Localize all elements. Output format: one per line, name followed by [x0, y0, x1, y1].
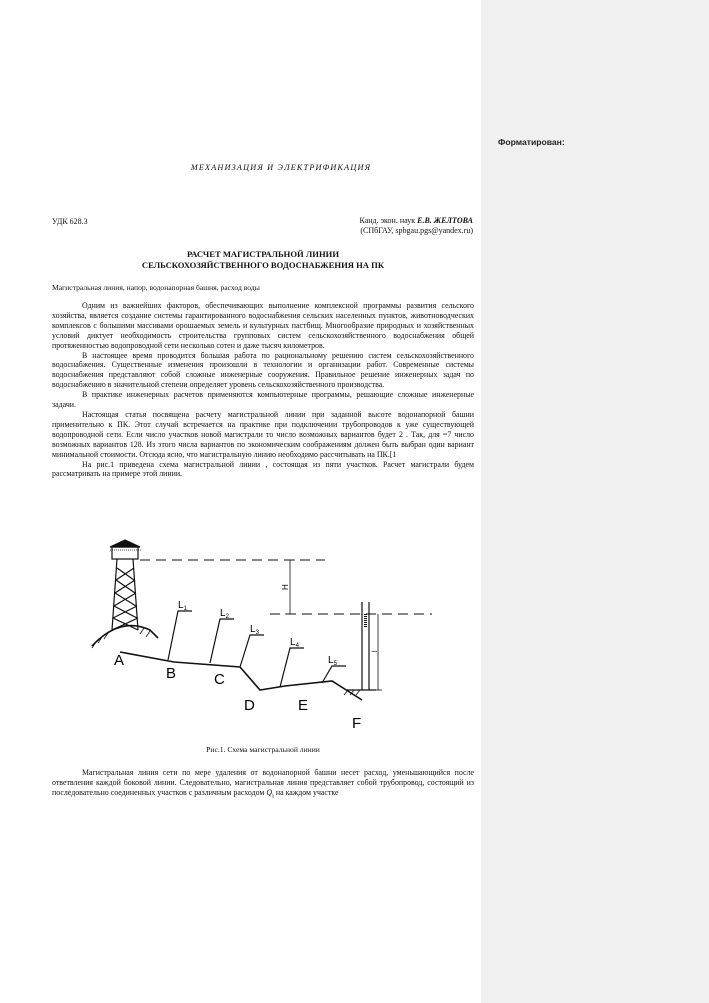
branch-l1: $L_1$	[178, 600, 187, 612]
article-body-continued	[52, 768, 474, 801]
paragraph: Настоящая статья посвящена расчету магистральной линии при заданной высоте водонапорной башни применительно к ПК. Этот случай встречается на практике при подключении трубопроводов к уже существующей водопроводной сети. Если число участков новой магистрали то число возможных вариантов будет 2 . Так, для =7 число возможных вариантов 128. Из этого числа вариантов по экономическим соображениям должен быть выбран один вариант минимальной стоимости. Отсюда ясно, что магистральную линию необходимо рассчитывать на ПК.[1	[52, 409, 474, 459]
point-e: E	[298, 697, 309, 714]
water-tower	[110, 540, 140, 630]
author-name: Е.В. ЖЕЛТОВА	[417, 216, 473, 225]
figure-caption: Рис.1. Схема магистральной линии	[206, 745, 320, 754]
paragraph: В практике инженерных расчетов применяются компьютерные программы, решающие сложные инженерные задачи.	[52, 390, 474, 410]
article-body	[52, 301, 474, 479]
branch-l5: $L_5$	[328, 655, 337, 667]
comment-sidebar	[481, 0, 709, 1003]
running-head: МЕХАНИЗАЦИЯ И ЭЛЕКТРИФИКАЦИЯ	[190, 163, 372, 172]
udk-code: УДК 628.3	[52, 217, 88, 226]
paragraph: Магистральная линия сети по мере удаления от водонапорной башни несет расход, уменьшающийся после ответвления каждой боковой линии. Следовательно, магистральная линия представляет собой трубопровод, состоящий из последовательно соединенных участков с различным расходом $Q_i$ на каждом участке	[52, 768, 474, 800]
author-prefix: Канд. экон. наук	[359, 216, 418, 225]
point-d: D	[244, 697, 255, 714]
title-line-2: СЕЛЬСКОХОЗЯЙСТВЕННОГО ВОДОСНАБЖЕНИЯ НА ПК	[141, 260, 385, 270]
point-c: C	[214, 671, 225, 688]
l-dimension-label: l	[372, 650, 379, 652]
height-label: H	[281, 584, 290, 590]
paragraph: Одним из важнейших факторов, обеспечивающих выполнение комплексной программы развития сельского хозяйства, является создание системы гарантированного водоснабжения сельских населенных пунктов, животноводческих комплексов с большими массивами орошаемых земель и культурных пастбищ. Многообразие природных и хозяйственных условий диктует необходимость строительства групповых систем сельскохозяйственного водоснабжения общей протяженностью водопроводной сети несколько сотен и даже тысяч километров.	[52, 301, 474, 350]
keywords: Магистральная линия, напор, водонапорная башня, расход воды	[52, 283, 260, 292]
q-subscript: i	[272, 792, 274, 800]
q-symbol: Q	[266, 787, 273, 797]
article-title	[52, 249, 474, 271]
branch-l4: $L_4$	[290, 637, 299, 649]
author-block	[359, 216, 473, 236]
ground-hill	[92, 626, 158, 646]
point-f: F	[352, 715, 362, 732]
point-b: B	[166, 665, 177, 682]
branch-l2: $L_2$	[220, 608, 229, 620]
branch-lines	[168, 611, 346, 687]
pipeline-diagram	[80, 538, 450, 738]
paragraph: На рис.1 приведена схема магистральной линии , состоящая из пяти участков. Расчет магистрали будем рассматривать на примере этой линии.	[52, 459, 474, 479]
piezometer	[344, 602, 382, 695]
sidebar-format-label: Форматирован:	[498, 137, 565, 147]
paragraph: В настоящее время проводится большая работа по рациональному решению систем сельскохозяйственного водоснабжения. Существенные изменения произошли в технологии и организации работ. Современные системы водоснабжения представляют собой сложные инженерные сооружения. Правильное решение инженерных задач по водоснабжению в значительной степени определяет уровень сельскохозяйственного производства.	[52, 350, 474, 390]
author-affiliation: (СПбГАУ, spbgau.pgs@yandex.ru)	[360, 226, 473, 235]
point-a: A	[114, 652, 125, 669]
title-line-1: РАСЧЕТ МАГИСТРАЛЬНОЙ ЛИНИИ	[186, 249, 340, 259]
branch-l3: $L_3$	[250, 624, 259, 636]
